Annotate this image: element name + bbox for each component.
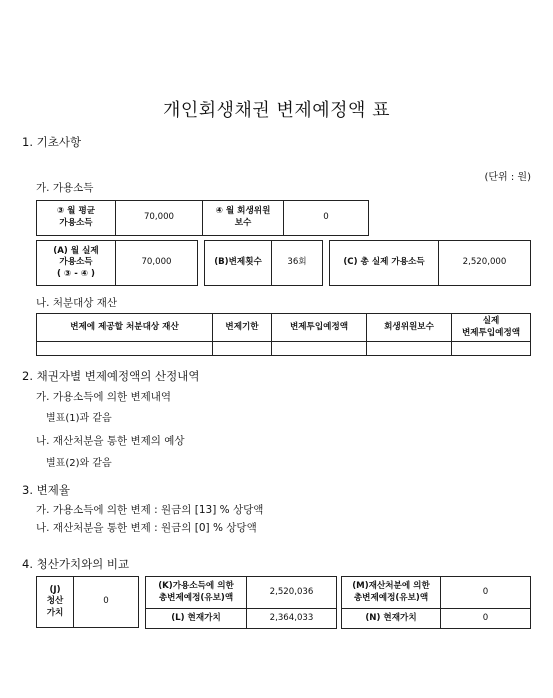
col-deadline: 변제기한: [213, 314, 272, 342]
section-1a-heading: 가. 가용소득: [36, 182, 94, 194]
disposal-property-table: [36, 313, 531, 356]
total-income-label: (C) 총 실제 가용소득: [330, 241, 439, 286]
repayment-rate-property: 나. 재산처분을 통한 변제 : 원금의 [0] % 상당액: [36, 522, 257, 534]
property-present-value: 0: [441, 609, 531, 629]
section-2-heading: 2. 채권자별 변제예정액의 산정내역: [22, 369, 200, 383]
trustee-fee-value: 0: [284, 201, 369, 236]
income-repayment-label: (K)가용소득에 의한 총변제예정(유보)액: [146, 577, 247, 609]
payment-count-value: 36회: [272, 241, 323, 286]
table-cell: [367, 342, 452, 356]
disposable-income-table-1: [36, 200, 369, 236]
section-2a-heading: 가. 가용소득에 의한 변제내역: [36, 391, 172, 403]
liquidation-value-table: [36, 576, 139, 628]
actual-income-label: (A) 월 실제 가용소득 ( ③ - ④ ): [37, 241, 116, 286]
income-repayment-table: [145, 576, 337, 629]
table-cell: [37, 342, 213, 356]
col-trustee-fee: 회생위원보수: [367, 314, 452, 342]
section-2a-text: 별표(1)과 같음: [46, 413, 112, 424]
payment-count-label: (B)변제횟수: [205, 241, 272, 286]
unit-label: (단위 : 원): [484, 172, 531, 183]
repayment-rate-income: 가. 가용소득에 의한 변제 : 원금의 [13] % 상당액: [36, 504, 264, 516]
section-1-heading: 1. 기초사항: [22, 135, 82, 149]
total-income-value: 2,520,000: [439, 241, 531, 286]
income-present-value-label: (L) 현재가치: [146, 609, 247, 629]
income-repayment-value: 2,520,036: [247, 577, 337, 609]
income-present-value: 2,364,033: [247, 609, 337, 629]
section-1b-heading: 나. 처분대상 재산: [36, 297, 118, 309]
section-2b-text: 별표(2)와 같음: [46, 458, 112, 469]
col-planned-amount: 변제투입예정액: [272, 314, 367, 342]
payment-count-table: [204, 240, 323, 286]
table-cell: [213, 342, 272, 356]
trustee-fee-label: ④ 월 회생위원 보수: [203, 201, 284, 236]
total-income-table: [329, 240, 531, 286]
avg-income-label: ③ 월 평균 가용소득: [37, 201, 116, 236]
section-2b-heading: 나. 재산처분을 통한 변제의 예상: [36, 435, 185, 447]
avg-income-value: 70,000: [116, 201, 203, 236]
actual-income-table: [36, 240, 198, 286]
property-repayment-label: (M)재산처분에 의한 총변제예정(유보)액: [342, 577, 441, 609]
document-title: 개인회생채권 변제예정액 표: [162, 100, 391, 121]
table-cell: [452, 342, 531, 356]
section-4-heading: 4. 청산가치와의 비교: [22, 557, 130, 571]
liquidation-value: 0: [74, 577, 139, 628]
section-3-heading: 3. 변제율: [22, 483, 70, 497]
col-actual-amount: 실제 변제투입예정액: [452, 314, 531, 342]
liquidation-value-label: (J) 청산 가치: [37, 577, 74, 628]
property-repayment-table: [341, 576, 531, 629]
actual-income-value: 70,000: [116, 241, 198, 286]
col-property: 변제에 제공할 처분대상 재산: [37, 314, 213, 342]
table-cell: [272, 342, 367, 356]
property-present-value-label: (N) 현재가치: [342, 609, 441, 629]
property-repayment-value: 0: [441, 577, 531, 609]
